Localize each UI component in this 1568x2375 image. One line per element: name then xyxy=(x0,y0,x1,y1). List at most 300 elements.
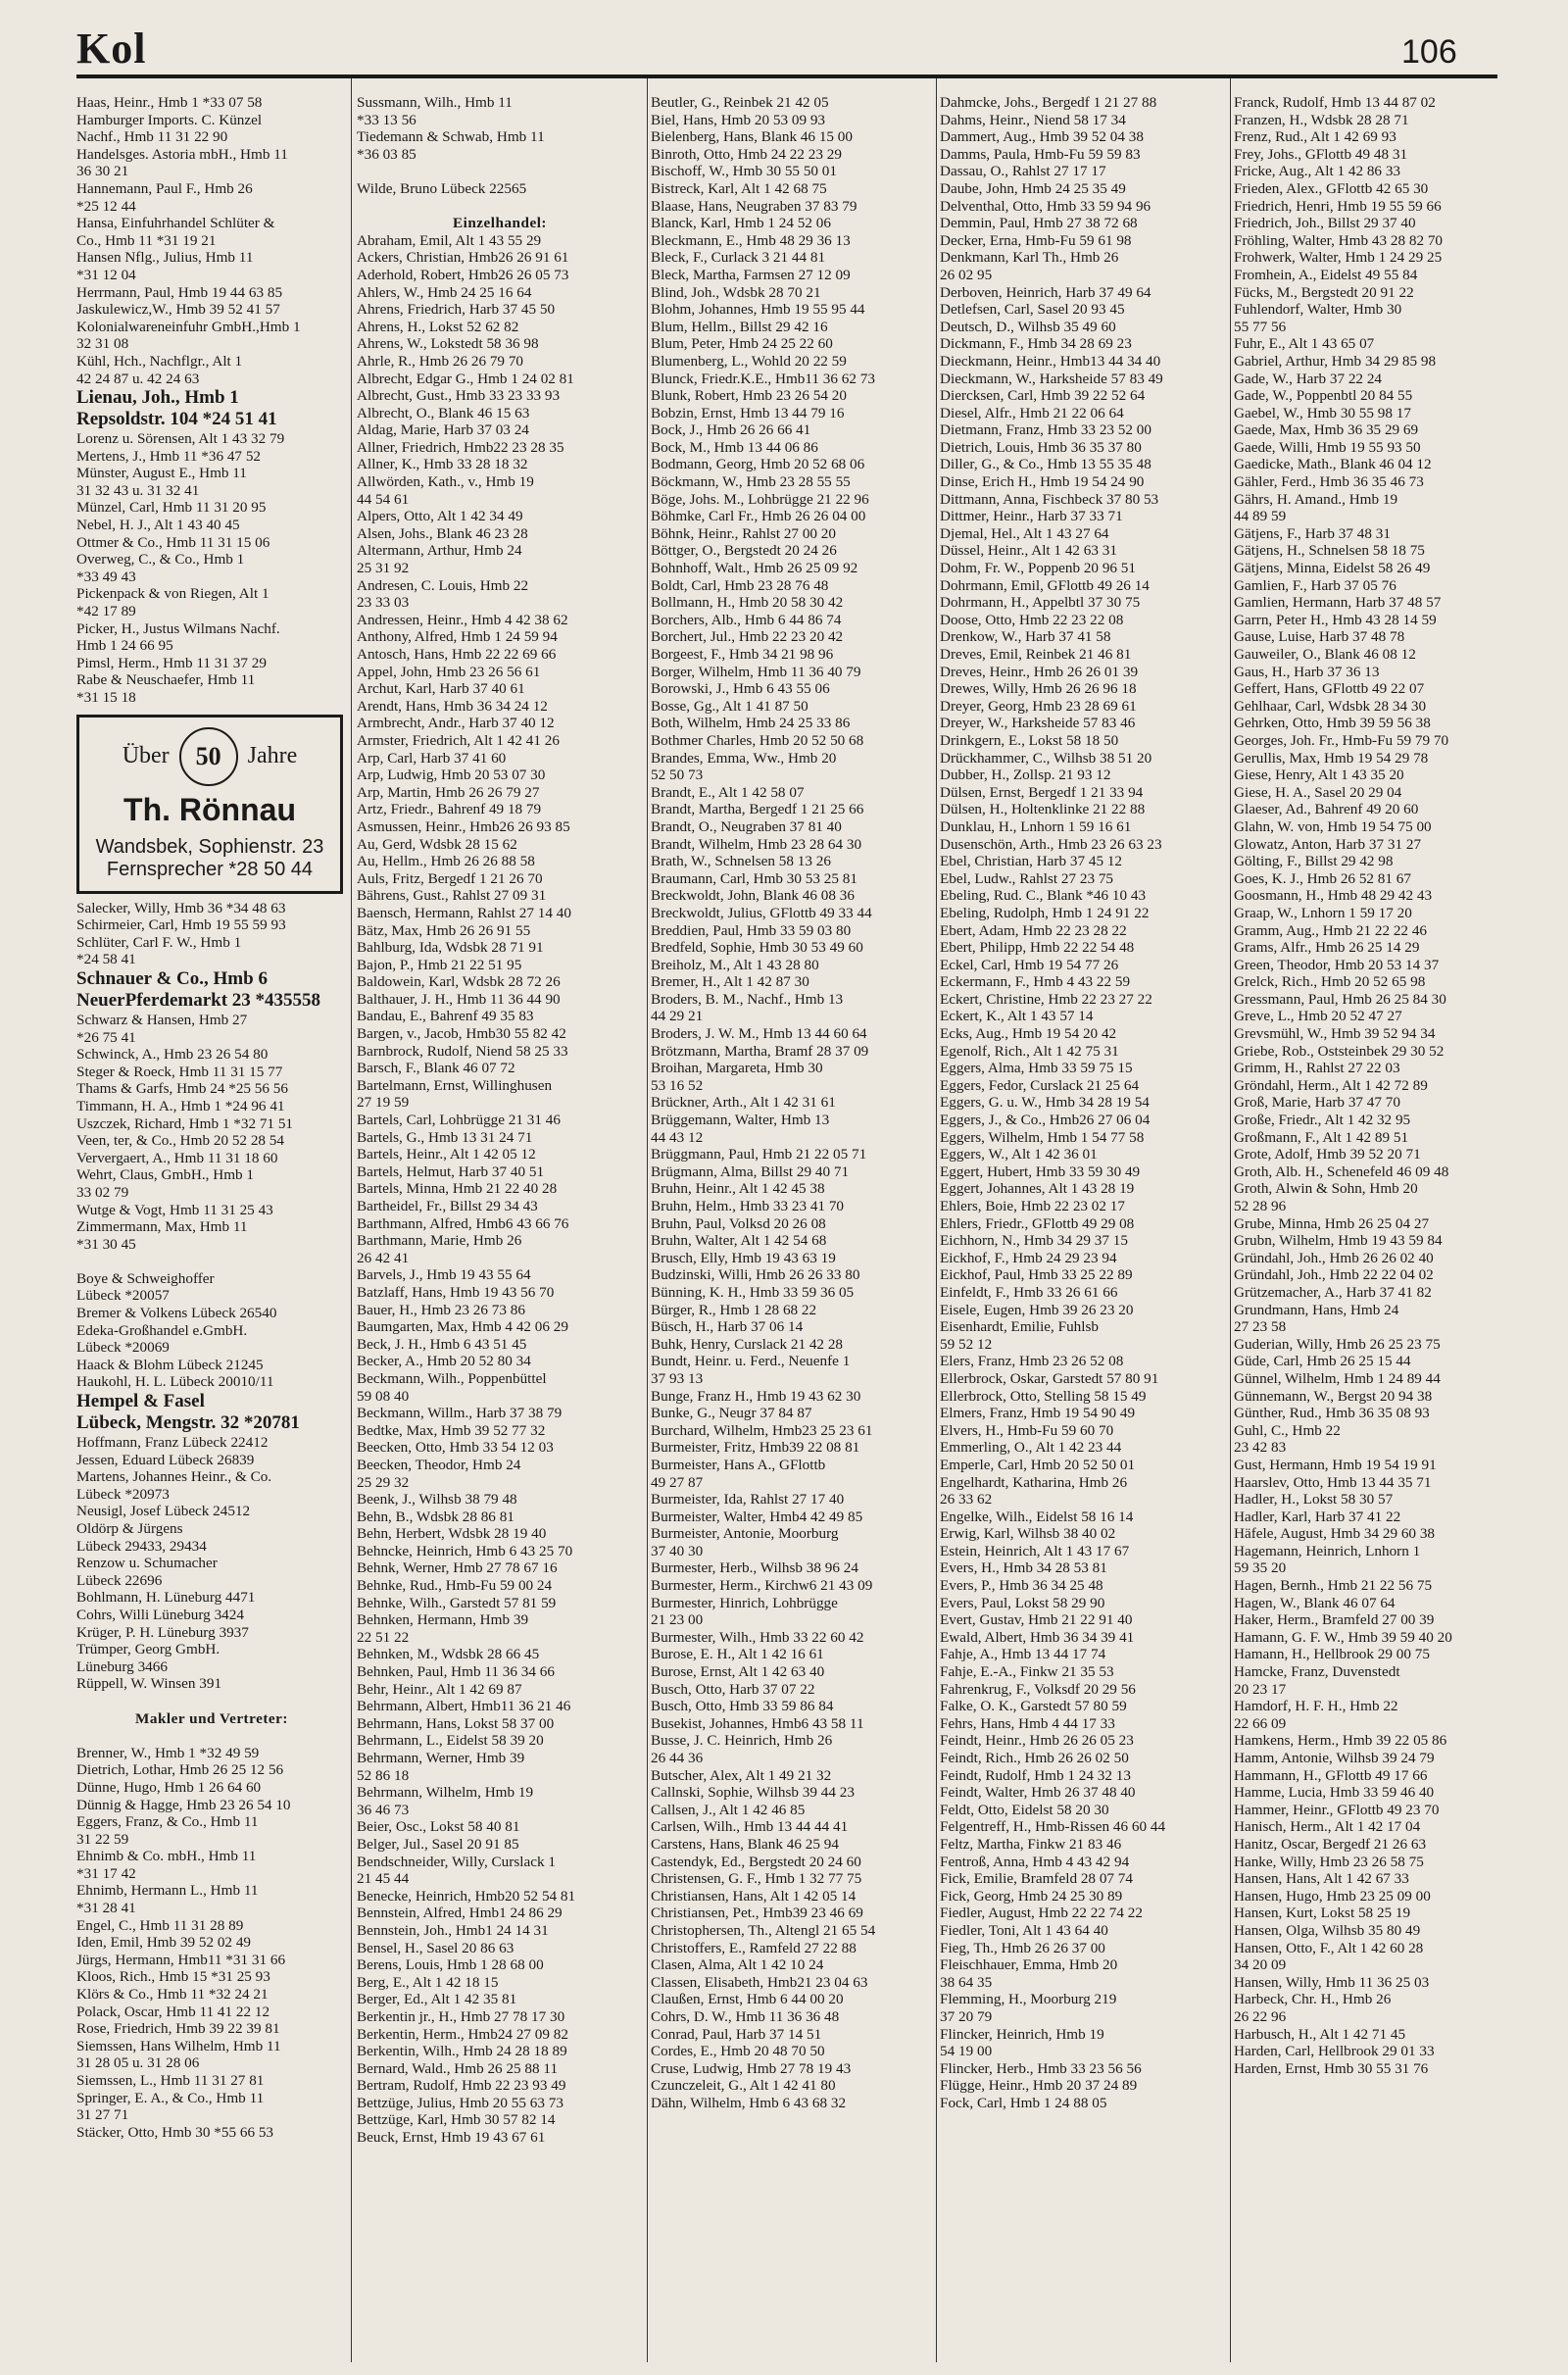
directory-entry-line: Goes, K. J., Hmb 26 52 81 67 xyxy=(1234,869,1411,887)
directory-entry-line: Bodmann, Georg, Hmb 20 52 68 06 xyxy=(651,456,865,473)
directory-entry-line: Bettzüge, Karl, Hmb 30 57 82 14 xyxy=(357,2111,556,2129)
directory-entry-line: Jaskulewicz,W., Hmb 39 52 41 57 xyxy=(76,301,280,319)
directory-entry-line: Allner, K., Hmb 33 28 18 32 xyxy=(357,456,528,473)
directory-entry-line: Schwinck, A., Hmb 23 26 54 80 xyxy=(76,1046,269,1064)
directory-entry-line: Gähler, Ferd., Hmb 36 35 46 73 xyxy=(1234,473,1424,491)
directory-entry-line: Münster, August E., Hmb 11 xyxy=(76,465,247,482)
list-block-h xyxy=(76,1434,347,2141)
directory-entry-line: 36 46 73 xyxy=(357,1801,410,1818)
directory-entry-line: Engelke, Wilh., Eidelst 58 16 14 xyxy=(940,1508,1134,1525)
ad-phone: Fernsprecher *28 50 44 xyxy=(106,858,314,880)
ad-company-name: Th. Rönnau xyxy=(123,791,296,827)
directory-entry-line: Eickhof, Paul, Hmb 33 25 22 89 xyxy=(940,1266,1133,1284)
directory-entry-line: Arendt, Hans, Hmb 36 34 24 12 xyxy=(357,697,548,715)
column-4 xyxy=(940,94,1226,2358)
ad-address: Wandsbek, Sophienstr. 23 xyxy=(95,835,324,858)
directory-entry-line: Gamlien, F., Harb 37 05 76 xyxy=(1234,576,1396,594)
directory-entry-line: Ebeling, Rud. C., Blank *46 10 43 xyxy=(940,887,1147,905)
directory-entry-line: Harden, Carl, Hellbrook 29 01 33 xyxy=(1234,2043,1435,2060)
directory-entry-line: Grimm, H., Rahlst 27 22 03 xyxy=(1234,1060,1400,1077)
directory-entry-line: 42 24 87 u. 42 24 63 xyxy=(76,370,200,387)
directory-entry-line: Renzow u. Schumacher xyxy=(76,1555,218,1572)
directory-entry-line: Schnauer & Co., Hmb 6 xyxy=(76,967,268,989)
directory-entry-line: Archut, Karl, Harb 37 40 61 xyxy=(357,680,525,698)
directory-entry-line: Barnbrock, Rudolf, Niend 58 25 33 xyxy=(357,1042,568,1060)
directory-entry-line: Abraham, Emil, Alt 1 43 55 29 xyxy=(357,231,542,249)
directory-entry-line: Evers, Paul, Lokst 58 29 90 xyxy=(940,1594,1105,1611)
directory-entry-line: Brandt, Wilhelm, Hmb 23 28 64 30 xyxy=(651,835,862,853)
directory-entry-line: Beier, Osc., Lokst 58 40 81 xyxy=(357,1818,520,1836)
directory-entry-line: 26 02 95 xyxy=(940,266,993,283)
directory-entry-line: Bremer & Volkens Lübeck 26540 xyxy=(76,1305,277,1322)
directory-entry-line: Brandt, Martha, Bergedf 1 21 25 66 xyxy=(651,801,864,818)
directory-entry-line: Böhmke, Carl Fr., Hmb 26 26 04 00 xyxy=(651,508,866,525)
directory-entry-line: Fricke, Aug., Alt 1 42 86 33 xyxy=(1234,163,1401,180)
directory-entry-line: 44 54 61 xyxy=(357,490,410,508)
directory-entry-line: Lübeck 22696 xyxy=(76,1571,163,1589)
directory-entry-line: Both, Wilhelm, Hmb 24 25 33 86 xyxy=(651,715,851,732)
directory-entry-line: Beck, J. H., Hmb 6 43 51 45 xyxy=(357,1335,527,1353)
directory-entry-line: Dinse, Erich H., Hmb 19 54 24 90 xyxy=(940,473,1145,491)
directory-entry-line: Berkentin, Wilh., Hmb 24 28 18 89 xyxy=(357,2043,567,2060)
directory-entry-line: Benecke, Heinrich, Hmb20 52 54 81 xyxy=(357,1887,576,1905)
directory-entry-line: Feldt, Otto, Eidelst 58 20 30 xyxy=(940,1801,1109,1818)
directory-entry-line: 21 23 00 xyxy=(651,1611,704,1629)
directory-entry-line: Becker, A., Hmb 20 52 80 34 xyxy=(357,1353,531,1370)
directory-entry-line: Burose, Ernst, Alt 1 42 63 40 xyxy=(651,1663,825,1681)
directory-entry-line: 44 43 12 xyxy=(651,1128,704,1146)
directory-entry-line: Bunke, G., Neugr 37 84 87 xyxy=(651,1405,812,1422)
directory-entry-line: Baensch, Hermann, Rahlst 27 14 40 xyxy=(357,904,571,921)
directory-entry-line: 31 28 05 u. 31 28 06 xyxy=(76,2054,200,2072)
directory-entry-line: Georges, Joh. Fr., Hmb-Fu 59 79 70 xyxy=(1234,731,1449,749)
directory-entry-line: Dreves, Heinr., Hmb 26 26 01 39 xyxy=(940,663,1139,680)
directory-entry-line: Mertens, J., Hmb 11 *36 47 52 xyxy=(76,447,262,465)
directory-entry-line: 37 93 13 xyxy=(651,1369,704,1387)
directory-entry-line: Hamkens, Herm., Hmb 39 22 05 86 xyxy=(1234,1732,1447,1750)
directory-entry-line: Feindt, Rudolf, Hmb 1 24 32 13 xyxy=(940,1766,1131,1784)
directory-entry-line: Hagen, W., Blank 46 07 64 xyxy=(1234,1594,1396,1611)
directory-entry-line: Beckmann, Wilh., Poppenbüttel xyxy=(357,1369,547,1387)
directory-entry-line: 27 19 59 xyxy=(357,1094,410,1112)
directory-entry-line: Bendschneider, Willy, Curslack 1 xyxy=(357,1853,556,1870)
directory-entry-line: Böttger, O., Bergstedt 20 24 26 xyxy=(651,542,837,560)
directory-entry-line: Repsoldstr. 104 *24 51 41 xyxy=(76,409,277,430)
directory-entry-line: Au, Hellm., Hmb 26 26 88 58 xyxy=(357,853,535,870)
directory-entry-line: Frieden, Alex., GFlottb 42 65 30 xyxy=(1234,179,1429,197)
directory-entry-line: Evers, P., Hmb 36 34 25 48 xyxy=(940,1577,1103,1595)
directory-entry-line: Ebert, Philipp, Hmb 22 22 54 48 xyxy=(940,939,1135,957)
directory-entry-line: Eickhof, F., Hmb 24 29 23 94 xyxy=(940,1249,1117,1266)
directory-entry-line: 32 31 08 xyxy=(76,335,129,353)
directory-entry-line: 27 23 58 xyxy=(1234,1318,1287,1336)
directory-entry-line: Rose, Friedrich, Hmb 39 22 39 81 xyxy=(76,2020,280,2038)
directory-entry-line: Bedtke, Max, Hmb 39 52 77 32 xyxy=(357,1421,546,1439)
directory-entry-line: Drinkgern, E., Lokst 58 18 50 xyxy=(940,731,1119,749)
list-block xyxy=(651,94,933,2111)
directory-entry-line: Hamann, H., Hellbrook 29 00 75 xyxy=(1234,1646,1430,1663)
directory-entry-line: Zimmermann, Max, Hmb 11 xyxy=(76,1218,248,1236)
directory-entry-line: Antosch, Hans, Hmb 22 22 69 66 xyxy=(357,646,557,663)
directory-entry-line: *31 12 04 xyxy=(76,266,136,283)
directory-entry-line: Glahn, W. von, Hmb 19 54 75 00 xyxy=(1234,817,1432,835)
column-2 xyxy=(357,94,643,2358)
directory-entry-line: Kloos, Rich., Hmb 15 *31 25 93 xyxy=(76,1968,270,1986)
directory-entry-line: Eggers, J., & Co., Hmb26 27 06 04 xyxy=(940,1112,1151,1129)
directory-entry-line: Fieg, Th., Hmb 26 26 37 00 xyxy=(940,1939,1105,1956)
directory-entry-line: Demmin, Paul, Hmb 27 38 72 68 xyxy=(940,215,1138,232)
directory-entry-line: Bauer, H., Hmb 23 26 73 86 xyxy=(357,1301,525,1318)
list-block-a xyxy=(76,94,347,387)
list-block-c xyxy=(76,430,347,707)
directory-entry-line: Wilde, Bruno Lübeck 22565 xyxy=(357,179,527,197)
directory-entry-line: Co., Hmb 11 *31 19 21 xyxy=(76,231,217,249)
directory-entry-line: Böhnk, Heinr., Rahlst 27 00 20 xyxy=(651,524,836,542)
directory-entry-line: Berens, Louis, Hmb 1 28 68 00 xyxy=(357,1956,544,1974)
directory-entry-line: Breiholz, M., Alt 1 43 28 80 xyxy=(651,956,819,973)
directory-entry-line: Gaede, Max, Hmb 36 35 29 69 xyxy=(1234,421,1419,439)
directory-entry-line: Bock, J., Hmb 26 26 66 41 xyxy=(651,421,811,439)
directory-entry-line: Greve, L., Hmb 20 52 47 27 xyxy=(1234,1008,1402,1025)
directory-entry-line: Fehrs, Hans, Hmb 4 44 17 33 xyxy=(940,1714,1115,1732)
directory-entry-line: Hanke, Willy, Hmb 23 26 58 75 xyxy=(1234,1853,1424,1870)
directory-entry-line: Deutsch, D., Wilhsb 35 49 60 xyxy=(940,318,1116,335)
directory-entry-line: Derboven, Heinrich, Harb 37 49 64 xyxy=(940,283,1152,301)
directory-entry-line: Blum, Peter, Hmb 24 25 22 60 xyxy=(651,335,833,353)
directory-entry-line: Cordes, E., Hmb 20 48 70 50 xyxy=(651,2043,825,2060)
directory-entry-line: Gause, Luise, Harb 37 48 78 xyxy=(1234,628,1405,646)
directory-entry-line: Franck, Rudolf, Hmb 13 44 87 02 xyxy=(1234,94,1436,111)
directory-entry-line: Grundmann, Hans, Hmb 24 xyxy=(1234,1301,1399,1318)
directory-entry-line: Bensel, H., Sasel 20 86 63 xyxy=(357,1939,514,1956)
page-number: 106 xyxy=(1401,33,1457,71)
directory-entry-line: Dubber, H., Zollsp. 21 93 12 xyxy=(940,767,1111,784)
directory-entry-line: Tiedemann & Schwab, Hmb 11 xyxy=(357,128,545,146)
directory-entry-line: Friedrich, Henri, Hmb 19 55 59 66 xyxy=(1234,197,1442,215)
directory-entry-line: Ehnimb & Co. mbH., Hmb 11 xyxy=(76,1848,257,1865)
directory-entry-line: Drenkow, W., Harb 37 41 58 xyxy=(940,628,1111,646)
directory-entry-line: Blum, Hellm., Billst 29 42 16 xyxy=(651,318,828,335)
directory-entry-line: Polack, Oscar, Hmb 11 41 22 12 xyxy=(76,2003,270,2020)
directory-entry-line: Engelhardt, Katharina, Hmb 26 xyxy=(940,1473,1128,1491)
directory-entry-line: Evers, H., Hmb 34 28 53 81 xyxy=(940,1559,1107,1577)
directory-entry-line: Pickenpack & von Riegen, Alt 1 xyxy=(76,585,270,603)
directory-entry-line: Fleischhauer, Emma, Hmb 20 xyxy=(940,1956,1118,1974)
directory-entry-line: Springer, E. A., & Co., Hmb 11 xyxy=(76,2089,265,2106)
directory-entry-line: Düssel, Heinr., Alt 1 42 63 31 xyxy=(940,542,1117,560)
column-divider xyxy=(936,78,937,2362)
directory-entry-line: Bertram, Rudolf, Hmb 22 23 93 49 xyxy=(357,2077,566,2095)
directory-entry-line: *33 13 56 xyxy=(357,111,416,128)
directory-entry-line: Groth, Alb. H., Schenefeld 46 09 48 xyxy=(1234,1163,1449,1180)
directory-entry-line: Bistreck, Karl, Alt 1 42 68 75 xyxy=(651,179,827,197)
directory-entry-line: Haukohl, H. L. Lübeck 20010/11 xyxy=(76,1373,274,1391)
directory-entry-line: Behrmann, Albert, Hmb11 36 21 46 xyxy=(357,1698,571,1715)
directory-entry-line: 34 20 09 xyxy=(1234,1956,1287,1974)
directory-entry-line: Groß, Marie, Harb 37 47 70 xyxy=(1234,1094,1400,1112)
directory-entry-line: Bleck, Martha, Farmsen 27 12 09 xyxy=(651,266,851,283)
directory-entry-line: Böge, Johs. M., Lohbrügge 21 22 96 xyxy=(651,490,869,508)
directory-entry-line: Frenz, Rud., Alt 1 42 69 93 xyxy=(1234,128,1396,146)
directory-entry-line: Dassau, O., Rahlst 27 17 17 xyxy=(940,163,1106,180)
directory-entry-line: Eggers, W., Alt 1 42 36 01 xyxy=(940,1146,1098,1163)
directory-entry-line: Bünning, K. H., Hmb 33 59 36 05 xyxy=(651,1283,855,1301)
directory-entry-line: Bielenberg, Hans, Blank 46 15 00 xyxy=(651,128,853,146)
directory-entry-line: Borger, Wilhelm, Hmb 11 36 40 79 xyxy=(651,663,861,680)
directory-entry-line: Fromhein, A., Eidelst 49 55 84 xyxy=(1234,266,1418,283)
directory-entry-line: Haarslev, Otto, Hmb 13 44 35 71 xyxy=(1234,1473,1432,1491)
directory-entry-line: Hansa, Einfuhrhandel Schlüter & xyxy=(76,215,275,232)
directory-entry-line: Albrecht, Edgar G., Hmb 1 24 02 81 xyxy=(357,370,574,387)
directory-entry-line: 59 35 20 xyxy=(1234,1559,1287,1577)
directory-entry-line: Haker, Herm., Bramfeld 27 00 39 xyxy=(1234,1611,1435,1629)
directory-entry-line: Bartels, Heinr., Alt 1 42 05 12 xyxy=(357,1146,536,1163)
directory-entry-line: Behrmann, Hans, Lokst 58 37 00 xyxy=(357,1714,555,1732)
directory-entry-line: Gehlhaar, Carl, Wdsbk 28 34 30 xyxy=(1234,697,1427,715)
directory-entry-line: Gährs, H. Amand., Hmb 19 xyxy=(1234,490,1398,508)
directory-entry-line: Elvers, H., Hmb-Fu 59 60 70 xyxy=(940,1421,1114,1439)
directory-entry-line: Lorenz u. Sörensen, Alt 1 43 32 79 xyxy=(76,430,285,448)
directory-entry-line: Lübeck *20973 xyxy=(76,1485,170,1503)
directory-entry-line: Bruhn, Heinr., Alt 1 42 45 38 xyxy=(651,1180,825,1198)
directory-entry-line: Felgentreff, H., Hmb-Rissen 46 60 44 xyxy=(940,1818,1166,1836)
directory-entry-line: Ecks, Aug., Hmb 19 54 20 42 xyxy=(940,1025,1117,1043)
directory-entry-line: Ottmer & Co., Hmb 11 31 15 06 xyxy=(76,533,270,551)
directory-entry-line: Lienau, Joh., Hmb 1 xyxy=(76,387,239,409)
directory-entry-line: Baumgarten, Max, Hmb 4 42 06 29 xyxy=(357,1318,568,1336)
directory-entry-line: Fahje, A., Hmb 13 44 17 74 xyxy=(940,1646,1106,1663)
directory-entry-line: Gaebel, W., Hmb 30 55 98 17 xyxy=(1234,404,1411,421)
directory-entry-line: Classen, Elisabeth, Hmb21 23 04 63 xyxy=(651,1973,868,1991)
directory-entry-line: Burmester, Hinrich, Lohbrügge xyxy=(651,1594,838,1611)
directory-entry-line: 26 33 62 xyxy=(940,1491,993,1509)
directory-entry-line: Dreves, Emil, Reinbek 21 46 81 xyxy=(940,646,1132,663)
directory-entry-line: Callnski, Sophie, Wilhsb 39 44 23 xyxy=(651,1784,855,1802)
directory-entry-line: 22 66 09 xyxy=(1234,1714,1287,1732)
directory-entry-line: 59 52 12 xyxy=(940,1335,993,1353)
directory-entry-line: Guhl, C., Hmb 22 xyxy=(1234,1421,1341,1439)
directory-entry-line: Beuck, Ernst, Hmb 19 43 67 61 xyxy=(357,2129,546,2147)
directory-entry-line: Hansen, Willy, Hmb 11 36 25 03 xyxy=(1234,1973,1430,1991)
directory-entry-line: Graap, W., Lnhorn 1 59 17 20 xyxy=(1234,904,1412,921)
directory-entry-line: Brath, W., Schnelsen 58 13 26 xyxy=(651,853,831,870)
directory-entry-line: *31 17 42 xyxy=(76,1864,136,1882)
directory-entry-line: Hamcke, Franz, Duvenstedt xyxy=(1234,1663,1400,1681)
directory-entry-line: Claußen, Ernst, Hmb 6 44 00 20 xyxy=(651,1991,844,2008)
directory-entry-line: Trümper, Georg GmbH. xyxy=(76,1641,220,1658)
directory-entry-line: Baldowein, Karl, Wdsbk 28 72 26 xyxy=(357,973,561,991)
directory-entry-line: Neusigl, Josef Lübeck 24512 xyxy=(76,1503,251,1520)
directory-entry-line: Albrecht, O., Blank 46 15 63 xyxy=(357,404,530,421)
directory-entry-line: Carlsen, Wilh., Hmb 13 44 44 41 xyxy=(651,1818,849,1836)
directory-entry-line: Eckel, Carl, Hmb 19 54 77 26 xyxy=(940,956,1119,973)
directory-entry-line: Wehrt, Claus, GmbH., Hmb 1 xyxy=(76,1166,255,1184)
directory-entry-line: Gade, W., Poppenbtl 20 84 55 xyxy=(1234,387,1413,405)
directory-entry-line: Daube, John, Hmb 24 25 35 49 xyxy=(940,179,1126,197)
directory-entry-line: Fiedler, Toni, Alt 1 43 64 40 xyxy=(940,1921,1108,1939)
directory-entry-line: Bartels, G., Hmb 13 31 24 71 xyxy=(357,1128,533,1146)
directory-entry-line: Jürgs, Hermann, Hmb11 *31 31 66 xyxy=(76,1951,286,1968)
directory-entry-line: Dreyer, Georg, Hmb 23 28 69 61 xyxy=(940,697,1137,715)
list-block xyxy=(940,94,1226,2111)
directory-entry-line: Grelck, Rich., Hmb 20 52 65 98 xyxy=(1234,973,1426,991)
directory-entry-line: *33 49 43 xyxy=(76,568,136,585)
directory-entry-line: Ebeling, Rudolph, Hmb 1 24 91 22 xyxy=(940,904,1150,921)
directory-entry-line: Diercksen, Carl, Hmb 39 22 52 64 xyxy=(940,387,1146,405)
directory-entry-line: Ellerbrock, Oskar, Garstedt 57 80 91 xyxy=(940,1369,1159,1387)
directory-entry-line: Ebel, Christian, Harb 37 45 12 xyxy=(940,853,1123,870)
directory-entry-line: 26 44 36 xyxy=(651,1750,704,1766)
directory-entry-line: Friedrich, Joh., Billst 29 37 40 xyxy=(1234,215,1416,232)
column-1 xyxy=(76,94,347,2358)
directory-entry-line: Feindt, Rich., Hmb 26 26 02 50 xyxy=(940,1750,1129,1766)
directory-entry-line: Dähn, Wilhelm, Hmb 6 43 68 32 xyxy=(651,2094,847,2111)
directory-entry-line: Fock, Carl, Hmb 1 24 88 05 xyxy=(940,2094,1107,2111)
directory-entry-line: *25 12 44 xyxy=(76,197,136,215)
column-divider xyxy=(1230,78,1231,2362)
directory-entry-line: 49 27 87 xyxy=(651,1473,704,1491)
directory-entry-line: Barthmann, Marie, Hmb 26 xyxy=(357,1232,522,1250)
directory-entry-line: Oldörp & Jürgens xyxy=(76,1520,183,1537)
directory-entry-line: Giese, H. A., Sasel 20 29 04 xyxy=(1234,783,1402,801)
directory-entry-line: Aldag, Marie, Harb 37 03 24 xyxy=(357,421,529,439)
directory-entry-line: Guderian, Willy, Hmb 26 25 23 75 xyxy=(1234,1335,1441,1353)
directory-entry-line: Dusenschön, Arth., Hmb 23 26 63 23 xyxy=(940,835,1162,853)
directory-entry-line: Berkentin jr., H., Hmb 27 78 17 30 xyxy=(357,2007,565,2025)
directory-entry-line: Berkentin, Herm., Hmb24 27 09 82 xyxy=(357,2025,568,2043)
column-5 xyxy=(1234,94,1518,2358)
directory-entry-line: Flemming, H., Moorburg 219 xyxy=(940,1991,1117,2008)
directory-entry-line: Goosmann, H., Hmb 48 29 42 43 xyxy=(1234,887,1433,905)
directory-entry-line: Günther, Rud., Hmb 36 35 08 93 xyxy=(1234,1405,1430,1422)
directory-entry-line: Fücks, M., Bergstedt 20 91 22 xyxy=(1234,283,1414,301)
directory-entry-line: Behnke, Rud., Hmb-Fu 59 00 24 xyxy=(357,1577,553,1595)
column-divider xyxy=(351,78,352,2362)
directory-entry-line: Hammer, Heinr., GFlottb 49 23 70 xyxy=(1234,1801,1440,1818)
directory-entry-line: Hammann, H., GFlottb 49 17 66 xyxy=(1234,1766,1428,1784)
directory-entry-line: Frey, Johs., GFlottb 49 48 31 xyxy=(1234,145,1408,163)
directory-entry-line: Christoffers, E., Ramfeld 27 22 88 xyxy=(651,1939,857,1956)
directory-entry-line: Kühl, Hch., Nachflgr., Alt 1 xyxy=(76,352,243,370)
directory-entry-line: Eggers, Wilhelm, Hmb 1 54 77 58 xyxy=(940,1128,1145,1146)
page-header-title: Kol xyxy=(76,25,147,73)
directory-entry-line: Dittmann, Anna, Fischbeck 37 80 53 xyxy=(940,490,1159,508)
directory-entry-line: Brückner, Arth., Alt 1 42 31 61 xyxy=(651,1094,836,1112)
directory-entry-line: Timmann, H. A., Hmb 1 *24 96 41 xyxy=(76,1097,285,1114)
directory-entry-line: Beckmann, Willm., Harb 37 38 79 xyxy=(357,1405,563,1422)
directory-entry-line: Edeka-Großhandel e.GmbH. xyxy=(76,1321,248,1339)
directory-entry-line: Gröndahl, Herm., Alt 1 42 72 89 xyxy=(1234,1076,1428,1094)
directory-entry-line: Butscher, Alex, Alt 1 49 21 32 xyxy=(651,1766,832,1784)
directory-entry-line: Hmb 1 24 66 95 xyxy=(76,637,173,655)
directory-entry-line: Rabe & Neuschaefer, Hmb 11 xyxy=(76,671,256,689)
directory-entry-line: Bahlburg, Ida, Wdsbk 28 71 91 xyxy=(357,939,544,957)
directory-entry-line: Feltz, Martha, Finkw 21 83 46 xyxy=(940,1835,1122,1853)
directory-entry-line: Ahrens, H., Lokst 52 62 82 xyxy=(357,318,519,335)
directory-entry-line: Budzinski, Willi, Hmb 26 26 33 80 xyxy=(651,1266,860,1284)
directory-entry-line: Brügmann, Alma, Billst 29 40 71 xyxy=(651,1163,850,1180)
directory-entry-line: Ebel, Ludw., Rahlst 27 23 75 xyxy=(940,869,1114,887)
directory-entry-line: Dietrich, Lothar, Hmb 26 25 12 56 xyxy=(76,1761,284,1779)
directory-entry-line: Dünne, Hugo, Hmb 1 26 64 60 xyxy=(76,1778,262,1796)
directory-entry-line: Fick, Emilie, Bramfeld 28 07 74 xyxy=(940,1870,1133,1888)
directory-entry-line: Hamann, G. F. W., Hmb 39 59 40 20 xyxy=(1234,1628,1452,1646)
directory-entry-line: Grützemacher, A., Harb 37 41 82 xyxy=(1234,1283,1432,1301)
directory-entry-line: Glaeser, Ad., Bahrenf 49 20 60 xyxy=(1234,801,1419,818)
directory-entry-line: 31 27 71 xyxy=(76,2106,129,2124)
directory-entry-line: Andressen, Heinr., Hmb 4 42 38 62 xyxy=(357,611,568,628)
directory-entry-line: Blunck, Friedr.K.E., Hmb11 36 62 73 xyxy=(651,370,875,387)
directory-entry-line: Czunczeleit, G., Alt 1 42 41 80 xyxy=(651,2077,836,2095)
directory-entry-line: Bennstein, Joh., Hmb1 24 14 31 xyxy=(357,1921,549,1939)
directory-entry-line: Arp, Ludwig, Hmb 20 53 07 30 xyxy=(357,767,546,784)
directory-entry-line: Conrad, Paul, Harb 37 14 51 xyxy=(651,2025,822,2043)
directory-entry-line: Dickmann, F., Hmb 34 28 69 23 xyxy=(940,335,1132,353)
directory-entry-line: Martens, Johannes Heinr., & Co. xyxy=(76,1468,272,1486)
ad-post: Jahre xyxy=(247,743,298,769)
directory-entry-line: Balthauer, J. H., Hmb 11 36 44 90 xyxy=(357,990,561,1008)
directory-entry-line: Behnken, Paul, Hmb 11 36 34 66 xyxy=(357,1663,555,1681)
directory-entry-line: Behr, Heinr., Alt 1 42 69 87 xyxy=(357,1680,522,1698)
directory-entry-line: Harbusch, H., Alt 1 42 71 45 xyxy=(1234,2025,1406,2043)
directory-entry-line: Dünnig & Hagge, Hmb 23 26 54 10 xyxy=(76,1796,291,1813)
directory-entry-line: Lübeck 29433, 29434 xyxy=(76,1537,207,1555)
directory-entry-line: 20 23 17 xyxy=(1234,1680,1287,1698)
directory-entry-line: Bennstein, Alfred, Hmb1 24 86 29 xyxy=(357,1905,563,1922)
directory-entry-line: Decker, Erna, Hmb-Fu 59 61 98 xyxy=(940,231,1132,249)
directory-entry-line: Christiansen, Pet., Hmb39 23 46 69 xyxy=(651,1905,863,1922)
directory-entry-line: *42 17 89 xyxy=(76,603,136,620)
directory-entry-line: Blanck, Karl, Hmb 1 24 52 06 xyxy=(651,215,831,232)
directory-entry-line: Burchard, Wilhelm, Hmb23 25 23 61 xyxy=(651,1421,873,1439)
directory-entry-line: *36 03 85 xyxy=(357,145,416,163)
directory-entry-line: Hamm, Antonie, Wilhsb 39 24 79 xyxy=(1234,1750,1435,1766)
directory-entry-line: Gabriel, Arthur, Hmb 34 29 85 98 xyxy=(1234,352,1437,370)
directory-entry-line: Beutler, G., Reinbek 21 42 05 xyxy=(651,94,829,111)
directory-entry-line: Bock, M., Hmb 13 44 06 86 xyxy=(651,438,818,456)
directory-entry-line: Ewald, Albert, Hmb 36 34 39 41 xyxy=(940,1628,1135,1646)
directory-entry-line: Handelsges. Astoria mbH., Hmb 11 xyxy=(76,145,288,163)
directory-entry-line: Bandau, E., Bahrenf 49 35 83 xyxy=(357,1008,534,1025)
directory-entry-line: Flincker, Heinrich, Hmb 19 xyxy=(940,2025,1104,2043)
directory-entry-line: Grubn, Wilhelm, Hmb 19 43 59 84 xyxy=(1234,1232,1443,1250)
directory-entry-line: Einzelhandel: xyxy=(453,215,547,232)
directory-entry-line: Broihan, Margareta, Hmb 30 xyxy=(651,1060,823,1077)
directory-entry-line: 55 77 56 xyxy=(1234,318,1287,335)
directory-entry-line: Klörs & Co., Hmb 11 *32 24 21 xyxy=(76,1986,269,2004)
directory-entry-line: *26 75 41 xyxy=(76,1028,136,1046)
directory-entry-line: Burmeister, Fritz, Hmb39 22 08 81 xyxy=(651,1439,860,1457)
directory-entry-line: Barsch, F., Blank 46 07 72 xyxy=(357,1060,515,1077)
directory-entry-line: Büsch, H., Harb 37 06 14 xyxy=(651,1318,804,1336)
directory-entry-line: Bartheidel, Fr., Billst 29 34 43 xyxy=(357,1198,538,1214)
directory-entry-line: Burmester, Wilh., Hmb 33 22 60 42 xyxy=(651,1628,864,1646)
directory-entry-line: Christiansen, Hans, Alt 1 42 05 14 xyxy=(651,1887,857,1905)
directory-entry-line: Bargen, v., Jacob, Hmb30 55 82 42 xyxy=(357,1025,566,1043)
directory-entry-line: Beecken, Otto, Hmb 33 54 12 03 xyxy=(357,1439,554,1457)
directory-entry-line: Fahje, E.-A., Finkw 21 35 53 xyxy=(940,1663,1114,1681)
directory-entry-line: Bollmann, H., Hmb 20 58 30 42 xyxy=(651,594,844,612)
directory-entry-line: Wutge & Vogt, Hmb 11 31 25 43 xyxy=(76,1201,273,1218)
directory-entry-line: Hanitz, Oscar, Bergedf 21 26 63 xyxy=(1234,1835,1427,1853)
directory-entry-line: Fiedler, August, Hmb 22 22 74 22 xyxy=(940,1905,1143,1922)
directory-entry-line: *24 58 41 xyxy=(76,951,136,968)
directory-entry-line: Fuhlendorf, Walter, Hmb 30 xyxy=(1234,301,1402,319)
directory-entry-line: Bundt, Heinr. u. Ferd., Neuenfe 1 xyxy=(651,1353,851,1370)
directory-entry-line: Dohm, Fr. W., Poppenb 20 96 51 xyxy=(940,560,1136,577)
directory-entry-line: Fentroß, Anna, Hmb 4 43 42 94 xyxy=(940,1853,1130,1870)
directory-entry-line: Breckwoldt, John, Blank 46 08 36 xyxy=(651,887,855,905)
